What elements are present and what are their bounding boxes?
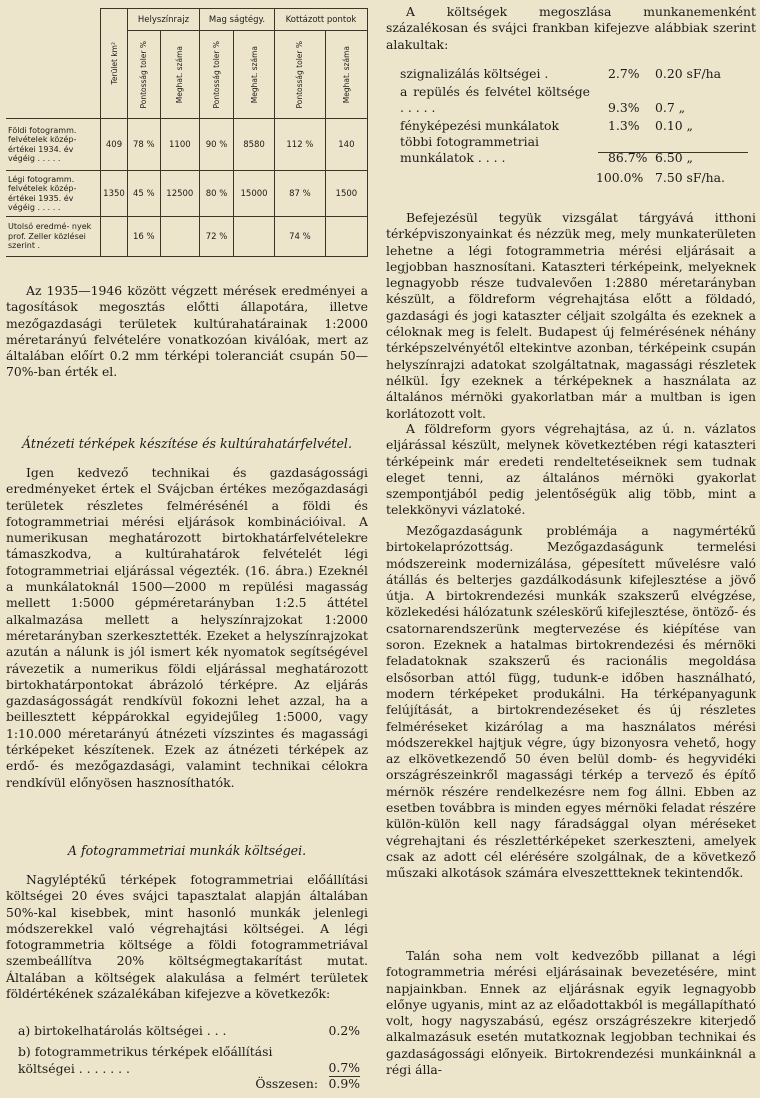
table-row [6,217,368,257]
cost-total-label: Összesen: [255,1076,318,1091]
breakdown-label: szignalizálás költségei . [400,66,549,81]
breakdown-divider [598,152,748,153]
breakdown-pct: 1.3% [608,118,640,133]
cell-acc2: 72 % [199,217,233,257]
row-label: Utolsó eredmé- nyek prof. Zeller közlései szerint . [6,217,101,257]
right-paragraph-1: A költségek megoszlása munkanemenként százalékosan és svájci frankban kifejezve alábbiak szerint alakultak: [386,4,756,52]
cell-cnt1: 1100 [160,119,199,171]
area-header [101,9,128,119]
right-paragraph-2: Befejezésül tegyük vizsgálat tárgyává itthoni térképviszonyainkat és nézzük meg, mely munkaterületen lehetne a légi fotogrammetria mérési eljárásait a legjobban hasznosítani. Kataszteri térképeink, melyeknek legnagyobb része tudvalevően 1:2880 méretarányban készült, a földreform végrehajtása előtt a földadó, gazdasági és jogi kataszter céljait szolgálta és ezeknek a céloknak meg is felelt. Budapest új felmérésének néhány térképszelvényétől eltekintve azonban, térképeink csupán helyszínrajzi adatokat szolgáltatnak, magassági részletek nélkül. Így ezeknek a térképeknek a használata az általános mérnöki gyakorlatban már a multban is igen korlátozott volt. [386,210,756,421]
breakdown-row [400,66,750,84]
left-paragraph-3: Nagyléptékű térképek fotogrammetriai előállítási költségei 20 éves svájci tapasztalat alapján általában 50%-kal kisebbek, mint hasonló munkák jelenlegi módszerekkel való végrehajtási költségei. A légi fotogrammetria költsége a földi fotogrammetriával szembeállítva 20% költségmegtakarítást mutat. Általában a költségek alakulása a felmért területek földértékének százalékában kifejezve a következők: [6,872,368,1002]
cost-breakdown [400,66,750,188]
group1-header: Helyszínrajz [128,9,200,31]
cost-item [6,1043,368,1077]
cell-acc2: 90 % [199,119,233,171]
cost-item [6,1022,368,1043]
right-paragraph-4: Mezőgazdaságunk problémája a nagymértékű birtokelaprózottság. Mezőgazdaságunk termelési módszereink modernizálása, gépesített művelésre való átállás és belterjes gazdálkodásunk kifejlesztése a jövő útja. A birtokrendezési munkák szakszerű elvégzése, közlekedési hálózatunk széleskörű kifejlesztése, öntöző- és csatornarendszerünk megtervezése és kiépítése van soron. Ezeknek a hatalmas birtokrendezési és mérnöki feladatoknak szakszerű és racionális megoldása elsősorban attól függ, tudunk-e időben használható, modern térképeket produkálni. Ha térképanyagunk felújítását, a birtokrendezéseket és új részletes felméréseket kizárólag a ma használatos mérési módszerekkel hajtjuk végre, úgy bizonyosra vehető, hogy az elkövetkezendő 50 éven belül domb- és hegyvidéki országrészeinkről magassági térkép a tervező és építő mérnök részére rendelkezésre nem fog állni. Ebben az esetben továbbra is minden egyes mérnöki feladat részére külön-külön kell nagy fáradsággal olyan méréseket végrehajtani és részlettérképeket szerkeszteni, amelyek csak az adott cél elérésére szolgálnak, de a következő műszaki alkotások számára elveszettteknek tekintendők. [386,523,756,881]
cell-acc3: 87 % [275,171,326,217]
breakdown-row [400,118,750,134]
cell-cnt2: 15000 [234,171,275,217]
cost-item-label: a) birtokelhatárolás költségei . . . [18,1023,227,1038]
breakdown-pct: 2.7% [608,66,640,81]
cell-area [101,217,128,257]
acc-header-3-text: Pontosság toler % [295,40,305,109]
cost-item-value: 0.2% [328,1023,360,1038]
cnt-header-3-text: Meghat. száma [341,45,351,104]
cnt-header-1-text: Meghat. száma [175,45,185,104]
acc-header-1-text: Pontosság toler % [139,40,149,109]
cost-item-value: 0.7% [328,1060,360,1075]
cnt-header-1 [160,31,199,119]
section-heading-overview-maps: Átnézeti térképek készítése és kultúrahatárfelvétel. [22,436,352,451]
acc-header-3 [275,31,326,119]
left-paragraph-1: Az 1935—1946 között végzett mérések eredményei a tagosítások megosztás előtti állapotára, illetve mezőgazdasági területek kultúrahatárainak 1:2000 méretarányú felvételére vonatkozóan kiválóak, mert az általában előírt 0.2 mm térképi toleranciát csupán 50—70%-ban érték el. [6,283,368,380]
cell-cnt1: 12500 [160,171,199,217]
breakdown-pct: 9.3% [608,100,640,115]
acc-header-2 [199,31,233,119]
cell-cnt2: 8580 [234,119,275,171]
breakdown-sf: 6.50 „ [655,150,693,165]
breakdown-label: többi fotogrammetriai munkálatok . . . . [400,134,539,165]
breakdown-total-pct: 100.0% [596,170,644,185]
cost-item-label: b) fotogrammetrikus térképek előállítási költségei . . . . . . . [18,1044,273,1076]
breakdown-label: fényképezési munkálatok [400,118,560,133]
cell-area: 1350 [101,171,128,217]
table-row [6,119,368,171]
table-row [6,171,368,217]
cnt-header-2-text: Meghat. száma [249,45,259,104]
cell-acc3: 112 % [275,119,326,171]
breakdown-sf: 0.20 sF/ha [655,66,722,81]
cell-cnt1 [160,217,199,257]
group3-header: Kottázott pontok [275,9,368,31]
section-heading-costs: A fotogrammetriai munkák költségei. [67,843,307,858]
cell-cnt3: 140 [325,119,367,171]
right-paragraph-3: A földreform gyors végrehajtása, az ú. n. vázlatos eljárással készült, melynek következtében régi kataszteri térképeink már eredeti rendeltetéseiknek sem tudnak eleget tenni, az általános mérnöki gyakorlat szempontjából pedig jelentőségük alig több, mint a telekkönyvi vázlatoké. [386,421,756,518]
row-label: Légi fotogramm. felvételek közép- értékei 1935. év végéig . . . . . [6,171,101,217]
cell-acc1: 16 % [128,217,161,257]
area-header-text: Terület km² [109,42,119,85]
cnt-header-3 [325,31,367,119]
results-table [6,8,368,257]
acc-header-2-text: Pontosság toler % [212,40,221,109]
cell-area: 409 [101,119,128,171]
breakdown-pct: 86.7% [608,150,648,165]
cnt-header-2 [234,31,275,119]
right-paragraph-5: Talán soha nem volt kedvezőbb pillanat a légi fotogrammetria mérési eljárásainak bevezetésére, mint napjainkban. Ennek az eljárásnak egyik legnagyobb előnye ugyanis, mint az az előadottakból is megállapítható volt, hogy nagyszabású, egész országrészekre kiterjedő alkalmazásuk esetén mutatkoznak legjobban technikai és gazdaságossági előnyeik. Birtokrendezési munkáinknál a régi álla- [386,948,756,1078]
left-paragraph-2: Igen kedvező technikai és gazdaságossági eredményeket értek el Svájcban értékes mezőgazdasági területek részletes felmérésénél a földi és fotogrammetriai mérési eljárások kombinációival. A numerikusan meghatározott birtokhatárfelvételekre támaszkodva, a kultúrahatárok felvételét légi fotogrammetriai eljárással végezték. (16. ábra.) Ezeknél a munkálatoknál 1500—2000 m repülési magasság mellett 1:5000 gépméretarányban 1:2.5 áttétel alkalmazása mellett a helyszínrajzokat 1:2000 méretarányban szerkesztették. Ezeket a helyszínrajzokat azután a nálunk is jól ismert kék nyomatok segítségével rávezetik a numerikus földi eljárással meghatározott birtokhatárpontokat ábrázoló térképre. Az eljárás gazdaságosságát rendkívül fokozni lehet azzal, ha a beillesztett képpárokkal egyidejűleg 1:5000, vagy 1:10.000 méretarányú átnézeti vízszintes és magassági térképeket készítenek. Ezek az átnézeti térképek az erdő- és mezőgazdasági, valamint technikai célokra rendkívül előnyösen hasznosíthatók. [6,465,368,790]
acc-header-1 [128,31,161,119]
cell-acc1: 78 % [128,119,161,171]
cost-list [6,1022,368,1098]
breakdown-sf: 0.7 „ [655,100,686,115]
cell-cnt3 [325,217,367,257]
breakdown-label: a repülés és felvétel költsége . . . . . [400,84,590,115]
cell-acc1: 45 % [128,171,161,217]
breakdown-total [400,170,750,188]
breakdown-sf: 0.10 „ [655,118,693,133]
row-label: Földi fotogramm. felvételek közép- értékei 1934. év végéig . . . . . [6,119,101,171]
cost-total-value: 0.9% [328,1076,360,1091]
table-corner [6,9,101,119]
cell-acc2: 80 % [199,171,233,217]
cell-cnt3: 1500 [325,171,367,217]
cell-cnt2 [234,217,275,257]
breakdown-row [400,84,750,118]
group2-header: Mag ságtégy. [199,9,274,31]
cost-total [6,1077,368,1098]
cell-acc3: 74 % [275,217,326,257]
breakdown-total-sf: 7.50 sF/ha. [655,170,725,185]
